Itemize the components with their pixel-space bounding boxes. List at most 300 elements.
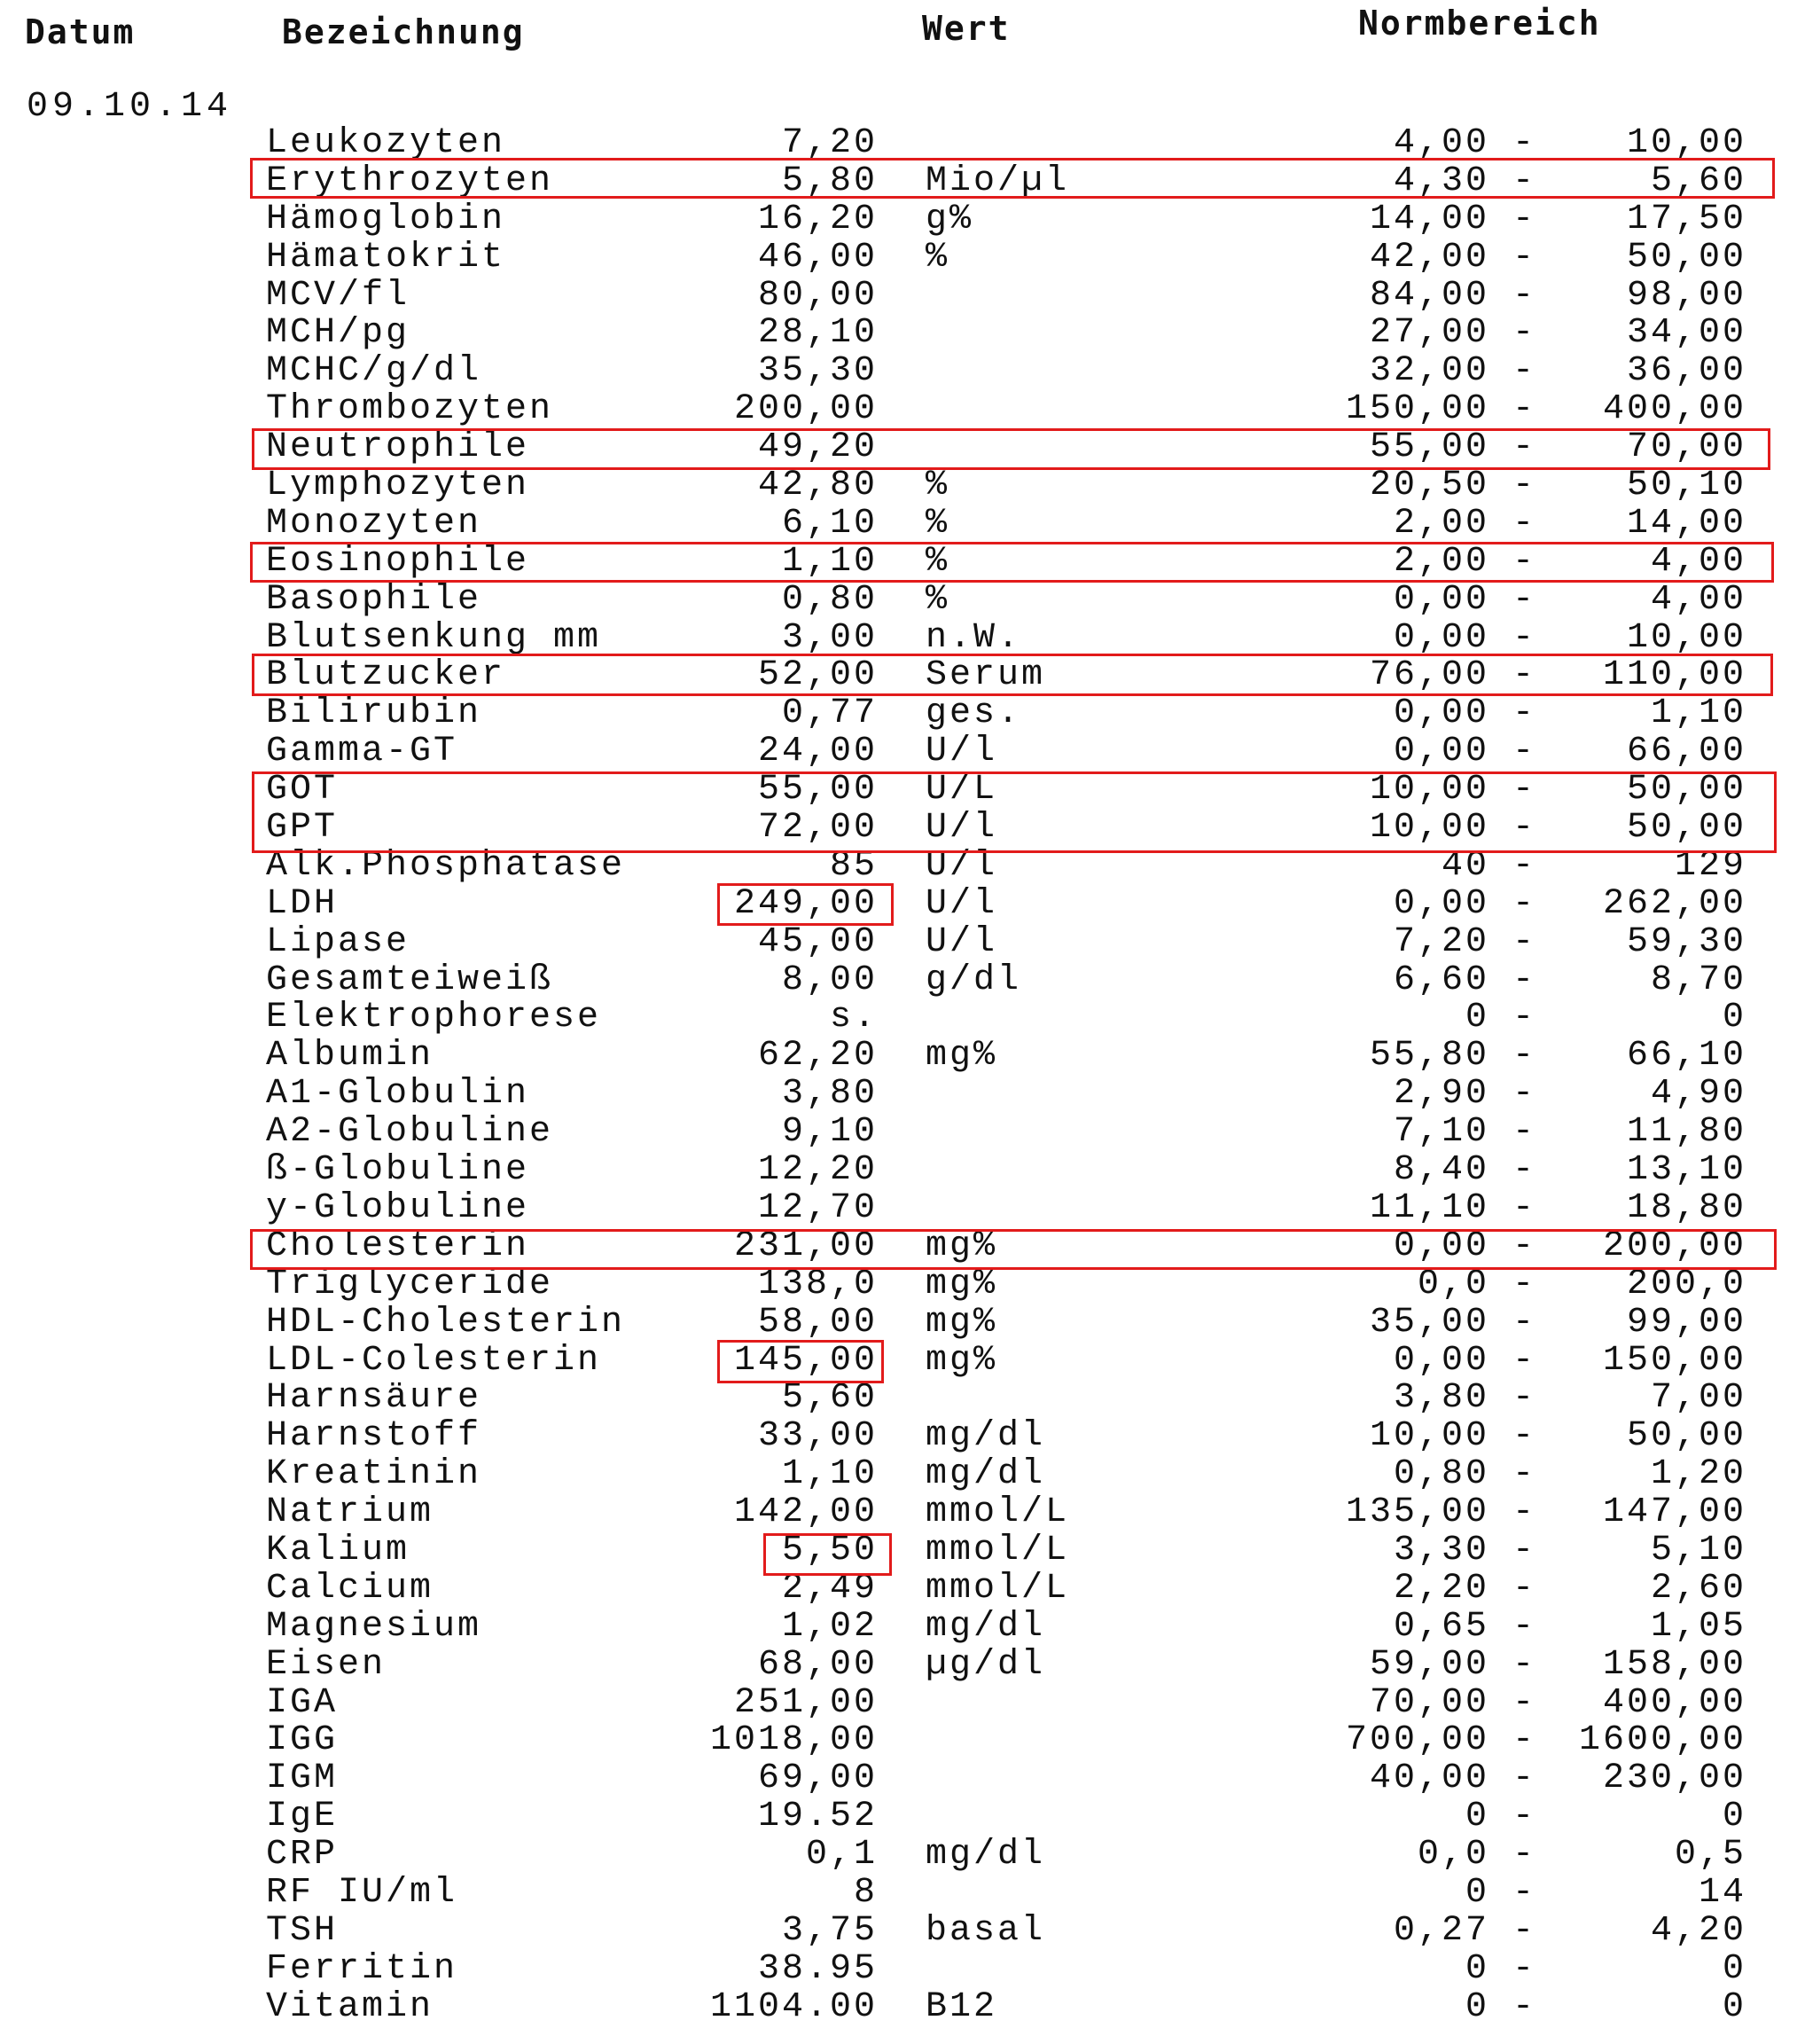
table-row <box>0 581 1805 619</box>
reference-max: 1600,00 <box>1578 1720 1746 1761</box>
reference-min: 7,10 <box>1393 1112 1489 1153</box>
test-name: Lymphozyten <box>266 466 530 506</box>
test-name: Eosinophile <box>266 541 530 582</box>
test-name: Bilirubin <box>266 693 482 734</box>
table-row <box>0 1608 1805 1646</box>
reference-max: 0 <box>1722 1986 1746 2027</box>
range-separator: - <box>1512 1835 1535 1876</box>
reference-min: 0,00 <box>1393 579 1489 620</box>
test-value: 2,49 <box>781 1568 878 1609</box>
test-value: 33,00 <box>757 1416 878 1457</box>
table-row <box>0 1721 1805 1759</box>
test-name: Blutzucker <box>266 655 506 696</box>
reference-min: 0 <box>1465 998 1489 1038</box>
range-separator: - <box>1512 693 1535 734</box>
test-name: Kalium <box>266 1530 410 1570</box>
reference-max: 110,00 <box>1602 655 1746 696</box>
test-name: Ferritin <box>266 1948 458 1989</box>
table-row <box>0 1988 1805 2026</box>
test-value: 38.95 <box>757 1948 878 1989</box>
table-row <box>0 428 1805 466</box>
range-separator: - <box>1512 1530 1535 1570</box>
range-separator: - <box>1512 1454 1535 1495</box>
test-value: 0,77 <box>781 693 878 734</box>
range-separator: - <box>1512 1644 1535 1685</box>
reference-min: 10,00 <box>1369 1416 1489 1457</box>
reference-min: 150,00 <box>1345 389 1489 430</box>
reference-max: 0 <box>1722 1948 1746 1989</box>
table-row <box>0 124 1805 162</box>
range-separator: - <box>1512 1226 1535 1266</box>
table-row <box>0 1342 1805 1380</box>
range-separator: - <box>1512 1682 1535 1723</box>
test-value: 52,00 <box>757 655 878 696</box>
test-value: 5,60 <box>781 1378 878 1419</box>
reference-max: 59,30 <box>1626 921 1746 962</box>
test-value: 55,00 <box>757 770 878 811</box>
reference-min: 0,0 <box>1417 1835 1489 1876</box>
range-separator: - <box>1512 1150 1535 1191</box>
range-separator: - <box>1512 1986 1535 2027</box>
range-separator: - <box>1512 732 1535 772</box>
range-separator: - <box>1512 998 1535 1038</box>
reference-max: 10,00 <box>1626 123 1746 163</box>
test-value: 145,00 <box>733 1340 878 1381</box>
reference-min: 0,00 <box>1393 617 1489 658</box>
test-name: Vitamin <box>266 1986 434 2027</box>
range-separator: - <box>1512 313 1535 354</box>
reference-max: 66,00 <box>1626 732 1746 772</box>
table-row <box>0 1037 1805 1075</box>
test-name: Leukozyten <box>266 123 506 163</box>
test-name: IgE <box>266 1797 339 1837</box>
test-unit: g% <box>926 199 974 239</box>
test-unit: Serum <box>926 655 1046 696</box>
reference-max: 36,00 <box>1626 351 1746 392</box>
test-name: Alk.Phosphatase <box>266 845 626 886</box>
reference-min: 40,00 <box>1369 1758 1489 1799</box>
reference-max: 13,10 <box>1626 1150 1746 1191</box>
reference-min: 2,00 <box>1393 541 1489 582</box>
reference-max: 14 <box>1698 1872 1746 1913</box>
reference-min: 0,65 <box>1393 1606 1489 1647</box>
range-separator: - <box>1512 275 1535 316</box>
reference-max: 200,0 <box>1626 1264 1746 1304</box>
reference-min: 0,00 <box>1393 1226 1489 1266</box>
reference-min: 27,00 <box>1369 313 1489 354</box>
header-bezeichnung: Bezeichnung <box>282 12 525 51</box>
test-value: 249,00 <box>733 883 878 924</box>
reference-max: 158,00 <box>1602 1644 1746 1685</box>
test-name: IGG <box>266 1720 339 1761</box>
reference-min: 2,20 <box>1393 1568 1489 1609</box>
test-unit: mmol/L <box>926 1568 1070 1609</box>
test-name: Kreatinin <box>266 1454 482 1495</box>
reference-max: 70,00 <box>1626 427 1746 468</box>
reference-max: 4,90 <box>1650 1074 1746 1115</box>
reference-max: 8,70 <box>1650 959 1746 1000</box>
table-row <box>0 961 1805 999</box>
table-row <box>0 1304 1805 1342</box>
test-value: 1,10 <box>781 541 878 582</box>
test-value: 200,00 <box>733 389 878 430</box>
range-separator: - <box>1512 1416 1535 1457</box>
reference-min: 2,90 <box>1393 1074 1489 1115</box>
range-separator: - <box>1512 617 1535 658</box>
test-value: 49,20 <box>757 427 878 468</box>
test-name: TSH <box>266 1910 339 1951</box>
reference-min: 59,00 <box>1369 1644 1489 1685</box>
reference-min: 4,00 <box>1393 123 1489 163</box>
test-value: 69,00 <box>757 1758 878 1799</box>
test-name: LDH <box>266 883 339 924</box>
test-unit: mg/dl <box>926 1606 1046 1647</box>
test-unit: mg/dl <box>926 1416 1046 1457</box>
table-row <box>0 1912 1805 1950</box>
test-value: 1,02 <box>781 1606 878 1647</box>
reference-max: 150,00 <box>1602 1340 1746 1381</box>
test-unit: mg% <box>926 1036 998 1077</box>
test-unit: mg% <box>926 1302 998 1343</box>
test-name: Blutsenkung mm <box>266 617 602 658</box>
table-row <box>0 1950 1805 1988</box>
reference-min: 0,00 <box>1393 1340 1489 1381</box>
reference-min: 0 <box>1465 1986 1489 2027</box>
test-name: Triglyceride <box>266 1264 554 1304</box>
range-separator: - <box>1512 1036 1535 1077</box>
table-row <box>0 1493 1805 1531</box>
test-value: 231,00 <box>733 1226 878 1266</box>
test-unit: µg/dl <box>926 1644 1046 1685</box>
table-row <box>0 352 1805 390</box>
reference-max: 10,00 <box>1626 617 1746 658</box>
reference-min: 0 <box>1465 1797 1489 1837</box>
range-separator: - <box>1512 845 1535 886</box>
range-separator: - <box>1512 123 1535 163</box>
test-value: 24,00 <box>757 732 878 772</box>
test-unit: mg/dl <box>926 1454 1046 1495</box>
range-separator: - <box>1512 503 1535 544</box>
table-row <box>0 1646 1805 1684</box>
reference-max: 2,60 <box>1650 1568 1746 1609</box>
test-value: 42,80 <box>757 466 878 506</box>
table-row <box>0 656 1805 694</box>
reference-min: 700,00 <box>1345 1720 1489 1761</box>
test-value: 12,70 <box>757 1187 878 1228</box>
test-value: 142,00 <box>733 1492 878 1533</box>
test-unit: mg% <box>926 1340 998 1381</box>
test-unit: mg/dl <box>926 1835 1046 1876</box>
reference-min: 10,00 <box>1369 808 1489 849</box>
test-name: Cholesterin <box>266 1226 530 1266</box>
reference-min: 135,00 <box>1345 1492 1489 1533</box>
reference-max: 98,00 <box>1626 275 1746 316</box>
test-name: MCH/pg <box>266 313 410 354</box>
table-row <box>0 1379 1805 1417</box>
range-separator: - <box>1512 427 1535 468</box>
test-unit: U/l <box>926 732 998 772</box>
reference-min: 7,20 <box>1393 921 1489 962</box>
range-separator: - <box>1512 351 1535 392</box>
header-datum: Datum <box>25 12 136 51</box>
test-value: 251,00 <box>733 1682 878 1723</box>
reference-min: 8,40 <box>1393 1150 1489 1191</box>
table-row <box>0 1759 1805 1797</box>
range-separator: - <box>1512 579 1535 620</box>
range-separator: - <box>1512 1720 1535 1761</box>
header-normbereich: Normbereich <box>1358 4 1601 43</box>
test-name: Harnstoff <box>266 1416 482 1457</box>
test-unit: U/l <box>926 845 998 886</box>
test-value: 138,0 <box>757 1264 878 1304</box>
test-value: 1104.00 <box>709 1986 878 2027</box>
reference-max: 400,00 <box>1602 389 1746 430</box>
test-value: 1,10 <box>781 1454 878 1495</box>
range-separator: - <box>1512 883 1535 924</box>
reference-max: 1,10 <box>1650 693 1746 734</box>
test-name: Basophile <box>266 579 482 620</box>
table-row <box>0 694 1805 732</box>
reference-max: 17,50 <box>1626 199 1746 239</box>
table-row <box>0 771 1805 809</box>
range-separator: - <box>1512 541 1535 582</box>
test-value: 5,50 <box>781 1530 878 1570</box>
test-value: 62,20 <box>757 1036 878 1077</box>
test-name: GPT <box>266 808 339 849</box>
reference-max: 230,00 <box>1602 1758 1746 1799</box>
test-value: 45,00 <box>757 921 878 962</box>
test-name: Gamma-GT <box>266 732 458 772</box>
table-row <box>0 1417 1805 1455</box>
test-name: Magnesium <box>266 1606 482 1647</box>
test-unit: mg% <box>926 1264 998 1304</box>
table-row <box>0 923 1805 961</box>
range-separator: - <box>1512 199 1535 239</box>
test-name: Harnsäure <box>266 1378 482 1419</box>
test-name: RF IU/ml <box>266 1872 458 1913</box>
reference-max: 18,80 <box>1626 1187 1746 1228</box>
test-name: Elektrophorese <box>266 998 602 1038</box>
range-separator: - <box>1512 1340 1535 1381</box>
range-separator: - <box>1512 1302 1535 1343</box>
results-table <box>0 124 1805 2026</box>
reference-max: 0,5 <box>1674 1835 1746 1876</box>
test-value: 3,75 <box>781 1910 878 1951</box>
test-value: 8 <box>853 1872 878 1913</box>
test-unit: Mio/µl <box>926 161 1070 201</box>
test-name: Lipase <box>266 921 410 962</box>
test-unit: U/L <box>926 770 998 811</box>
test-name: ß-Globuline <box>266 1150 530 1191</box>
header-wert: Wert <box>922 9 1011 48</box>
table-row <box>0 1531 1805 1570</box>
test-name: Albumin <box>266 1036 434 1077</box>
table-row <box>0 505 1805 543</box>
range-separator: - <box>1512 1264 1535 1304</box>
table-row <box>0 1265 1805 1304</box>
test-name: IGM <box>266 1758 339 1799</box>
range-separator: - <box>1512 1758 1535 1799</box>
range-separator: - <box>1512 1378 1535 1419</box>
reference-max: 7,00 <box>1650 1378 1746 1419</box>
table-row <box>0 1227 1805 1265</box>
test-name: Eisen <box>266 1644 387 1685</box>
reference-max: 4,00 <box>1650 579 1746 620</box>
test-value: 8,00 <box>781 959 878 1000</box>
table-row <box>0 1455 1805 1493</box>
table-row <box>0 999 1805 1037</box>
test-unit: U/l <box>926 808 998 849</box>
reference-min: 76,00 <box>1369 655 1489 696</box>
table-row <box>0 1189 1805 1227</box>
table-row <box>0 1797 1805 1836</box>
reference-max: 0 <box>1722 1797 1746 1837</box>
test-name: Erythrozyten <box>266 161 554 201</box>
reference-max: 4,20 <box>1650 1910 1746 1951</box>
reference-min: 6,60 <box>1393 959 1489 1000</box>
range-separator: - <box>1512 1492 1535 1533</box>
test-name: MCV/fl <box>266 275 410 316</box>
range-separator: - <box>1512 1112 1535 1153</box>
range-separator: - <box>1512 1074 1535 1115</box>
reference-min: 35,00 <box>1369 1302 1489 1343</box>
test-name: y-Globuline <box>266 1187 530 1228</box>
table-row <box>0 1113 1805 1151</box>
test-name: Hämatokrit <box>266 237 506 278</box>
test-value: 28,10 <box>757 313 878 354</box>
reference-max: 1,20 <box>1650 1454 1746 1495</box>
range-separator: - <box>1512 389 1535 430</box>
test-value: 7,20 <box>781 123 878 163</box>
table-row <box>0 277 1805 315</box>
test-unit: % <box>926 503 950 544</box>
test-name: LDL-Colesterin <box>266 1340 602 1381</box>
reference-min: 14,00 <box>1369 199 1489 239</box>
reference-max: 4,00 <box>1650 541 1746 582</box>
test-value: 1018,00 <box>709 1720 878 1761</box>
range-separator: - <box>1512 959 1535 1000</box>
reference-max: 129 <box>1674 845 1746 886</box>
test-value: 12,20 <box>757 1150 878 1191</box>
table-row <box>0 543 1805 581</box>
test-unit: g/dl <box>926 959 1022 1000</box>
test-name: Neutrophile <box>266 427 530 468</box>
test-value: s. <box>829 998 878 1038</box>
test-name: Monozyten <box>266 503 482 544</box>
test-unit: % <box>926 466 950 506</box>
table-row <box>0 619 1805 657</box>
reference-max: 262,00 <box>1602 883 1746 924</box>
table-row <box>0 1570 1805 1608</box>
test-name: Hämoglobin <box>266 199 506 239</box>
test-unit: basal <box>926 1910 1046 1951</box>
reference-max: 50,00 <box>1626 808 1746 849</box>
table-row <box>0 1075 1805 1113</box>
range-separator: - <box>1512 770 1535 811</box>
test-name: MCHC/g/dl <box>266 351 482 392</box>
reference-min: 42,00 <box>1369 237 1489 278</box>
test-unit: ges. <box>926 693 1022 734</box>
reference-min: 10,00 <box>1369 770 1489 811</box>
reference-max: 14,00 <box>1626 503 1746 544</box>
reference-max: 147,00 <box>1602 1492 1746 1533</box>
test-name: Gesamteiweiß <box>266 959 554 1000</box>
reference-max: 50,00 <box>1626 1416 1746 1457</box>
reference-min: 40 <box>1441 845 1489 886</box>
test-name: IGA <box>266 1682 339 1723</box>
table-row <box>0 200 1805 239</box>
reference-min: 0,00 <box>1393 732 1489 772</box>
table-row <box>0 390 1805 428</box>
test-value: 46,00 <box>757 237 878 278</box>
reference-min: 2,00 <box>1393 503 1489 544</box>
test-value: 3,00 <box>781 617 878 658</box>
test-unit: U/l <box>926 883 998 924</box>
test-value: 5,80 <box>781 161 878 201</box>
table-row <box>0 809 1805 847</box>
test-name: A1-Globulin <box>266 1074 530 1115</box>
reference-min: 0,00 <box>1393 883 1489 924</box>
reference-min: 4,30 <box>1393 161 1489 201</box>
test-value: 85 <box>829 845 878 886</box>
table-row <box>0 162 1805 200</box>
range-separator: - <box>1512 1910 1535 1951</box>
test-value: 68,00 <box>757 1644 878 1685</box>
test-value: 16,20 <box>757 199 878 239</box>
reference-min: 84,00 <box>1369 275 1489 316</box>
range-separator: - <box>1512 1872 1535 1913</box>
test-unit: B12 <box>926 1986 998 2027</box>
test-unit: n.W. <box>926 617 1022 658</box>
reference-min: 55,00 <box>1369 427 1489 468</box>
reference-min: 0,00 <box>1393 693 1489 734</box>
reference-min: 20,50 <box>1369 466 1489 506</box>
reference-max: 11,80 <box>1626 1112 1746 1153</box>
reference-min: 0,80 <box>1393 1454 1489 1495</box>
range-separator: - <box>1512 1606 1535 1647</box>
table-row <box>0 847 1805 885</box>
range-separator: - <box>1512 466 1535 506</box>
reference-max: 1,05 <box>1650 1606 1746 1647</box>
reference-min: 0,0 <box>1417 1264 1489 1304</box>
report-date: 09.10.14 <box>27 87 233 127</box>
reference-max: 5,60 <box>1650 161 1746 201</box>
range-separator: - <box>1512 1948 1535 1989</box>
test-name: Thrombozyten <box>266 389 554 430</box>
test-value: 72,00 <box>757 808 878 849</box>
test-value: 35,30 <box>757 351 878 392</box>
range-separator: - <box>1512 921 1535 962</box>
range-separator: - <box>1512 161 1535 201</box>
table-row <box>0 885 1805 923</box>
test-unit: % <box>926 541 950 582</box>
test-unit: mmol/L <box>926 1492 1070 1533</box>
test-name: A2-Globuline <box>266 1112 554 1153</box>
test-name: CRP <box>266 1835 339 1876</box>
reference-max: 50,10 <box>1626 466 1746 506</box>
reference-max: 5,10 <box>1650 1530 1746 1570</box>
reference-max: 200,00 <box>1602 1226 1746 1266</box>
reference-max: 0 <box>1722 998 1746 1038</box>
range-separator: - <box>1512 1568 1535 1609</box>
table-row <box>0 732 1805 771</box>
test-unit: mg% <box>926 1226 998 1266</box>
reference-min: 11,10 <box>1369 1187 1489 1228</box>
reference-min: 55,80 <box>1369 1036 1489 1077</box>
table-row <box>0 239 1805 277</box>
reference-max: 34,00 <box>1626 313 1746 354</box>
table-row <box>0 1836 1805 1874</box>
